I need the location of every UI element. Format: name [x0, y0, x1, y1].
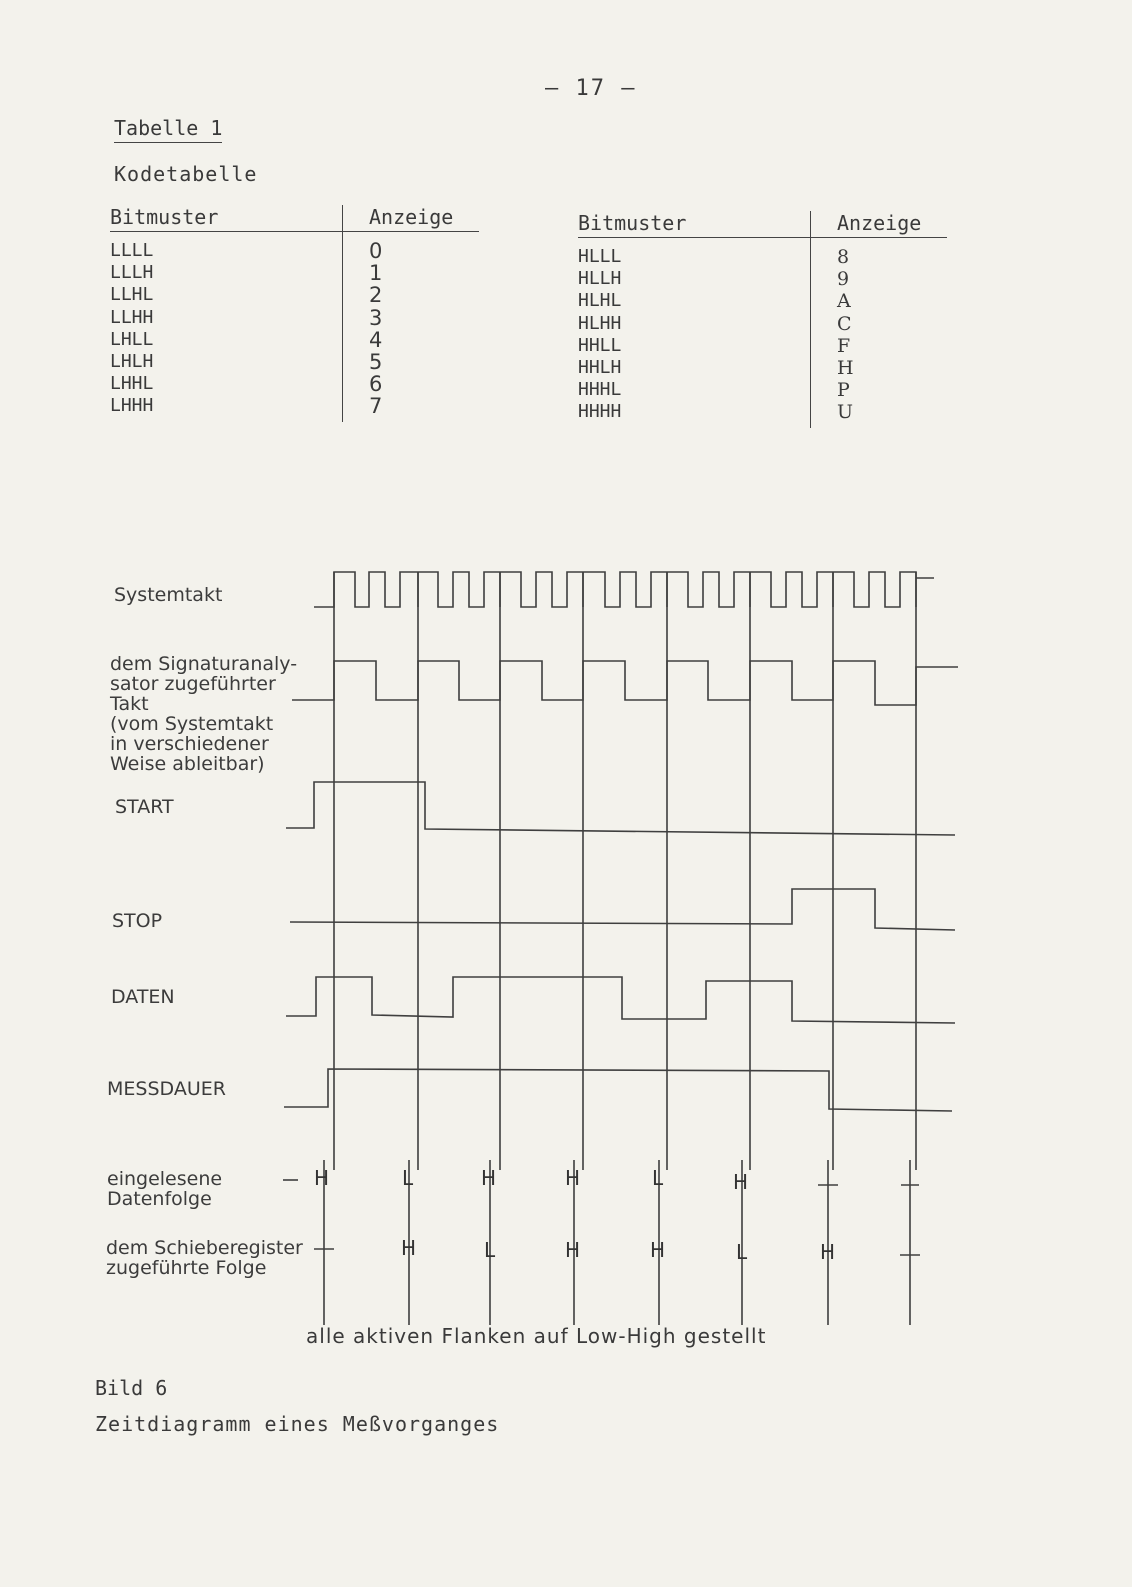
bit-pattern-cell: HHLH	[578, 357, 622, 379]
shift-bit: L	[484, 1238, 496, 1262]
display-cell: A	[811, 290, 948, 312]
diagram-caption: alle aktiven Flanken auf Low-High gestellt	[306, 1324, 767, 1348]
display-cell: H	[811, 357, 948, 379]
label-analyzer-clock: dem Signaturanaly- sator zugeführter Takt (vom Systemtakt in verschiedener Weise ableitbar)	[110, 653, 298, 775]
bit-pattern-cell: HHLL	[578, 334, 622, 356]
bit-pattern-cell: HLHL	[578, 290, 622, 312]
display-cell: 0	[343, 232, 480, 263]
bit-pattern-cell: HHHH	[578, 401, 622, 423]
waveform-systemtakt	[314, 572, 934, 607]
read-bit: H	[481, 1166, 497, 1190]
bit-pattern-cell: LHLL	[110, 328, 154, 350]
shift-bit: H	[820, 1240, 836, 1264]
display-cell: P	[811, 379, 948, 401]
shift-bit: H	[650, 1238, 666, 1262]
label-stop: STOP	[112, 910, 163, 932]
reference-lines	[324, 572, 916, 1325]
waveform-messdauer	[284, 1069, 952, 1111]
column-header-anzeige: Anzeige	[811, 211, 948, 238]
display-cell: U	[811, 401, 948, 427]
display-cell: C	[811, 313, 948, 335]
bit-pattern-cell: LLHH	[110, 306, 154, 328]
display-cell: F	[811, 335, 948, 357]
bit-pattern-cell: LHLH	[110, 351, 154, 373]
label-messdauer: MESSDAUER	[107, 1078, 226, 1100]
shift-bit: H	[565, 1238, 581, 1262]
column-header-bitmuster: Bitmuster	[578, 211, 811, 238]
table-subtitle: Kodetabelle	[114, 162, 258, 186]
column-header-bitmuster: Bitmuster	[110, 205, 343, 232]
bit-pattern-cell: LLHL	[110, 284, 154, 306]
page-number: – 17 –	[545, 76, 637, 101]
read-bit: H	[733, 1170, 749, 1194]
label-daten: DATEN	[111, 986, 175, 1008]
bit-pattern-cell: LHHH	[110, 395, 154, 417]
shift-bit: L	[736, 1240, 748, 1264]
waveform-stop	[290, 889, 955, 930]
read-bit: H	[314, 1166, 330, 1190]
shift-bit: H	[401, 1236, 417, 1260]
bit-pattern-cell: HLHH	[578, 312, 622, 334]
waveform-analyzer-clock	[292, 661, 958, 705]
bit-pattern-cell: HLLH	[578, 268, 622, 290]
read-bit: L	[652, 1166, 664, 1190]
display-cell: 9	[811, 268, 948, 290]
display-cell: 2	[343, 284, 480, 306]
bit-pattern-cell: LLLH	[110, 262, 154, 284]
display-cell: 8	[811, 238, 948, 269]
display-cell: 1	[343, 262, 480, 284]
display-cell: 3	[343, 307, 480, 329]
label-systemtakt: Systemtakt	[114, 584, 223, 606]
label-start: START	[115, 796, 174, 818]
label-shift-sequence: dem Schieberegister zugeführte Folge	[106, 1237, 303, 1279]
display-cell: 5	[343, 351, 480, 373]
column-header-anzeige: Anzeige	[343, 205, 480, 232]
display-cell: 4	[343, 329, 480, 351]
read-bit: L	[402, 1166, 414, 1190]
figure-title: Zeitdiagramm eines Meßvorganges	[95, 1412, 500, 1436]
waveform-start	[286, 782, 955, 835]
figure-number: Bild 6	[95, 1376, 168, 1400]
read-bit: H	[565, 1166, 581, 1190]
waveform-daten	[286, 977, 955, 1023]
display-cell: 6	[343, 373, 480, 395]
bit-pattern-cell: HLLL	[578, 246, 622, 267]
table-title: Tabelle 1	[114, 116, 222, 143]
bit-pattern-cell: HHHL	[578, 379, 622, 401]
display-cell: 7	[343, 395, 480, 421]
bit-pattern-cell: LHHL	[110, 373, 154, 395]
bit-pattern-cell: LLLL	[110, 240, 154, 261]
label-read-sequence: eingelesene Datenfolge	[107, 1168, 223, 1210]
